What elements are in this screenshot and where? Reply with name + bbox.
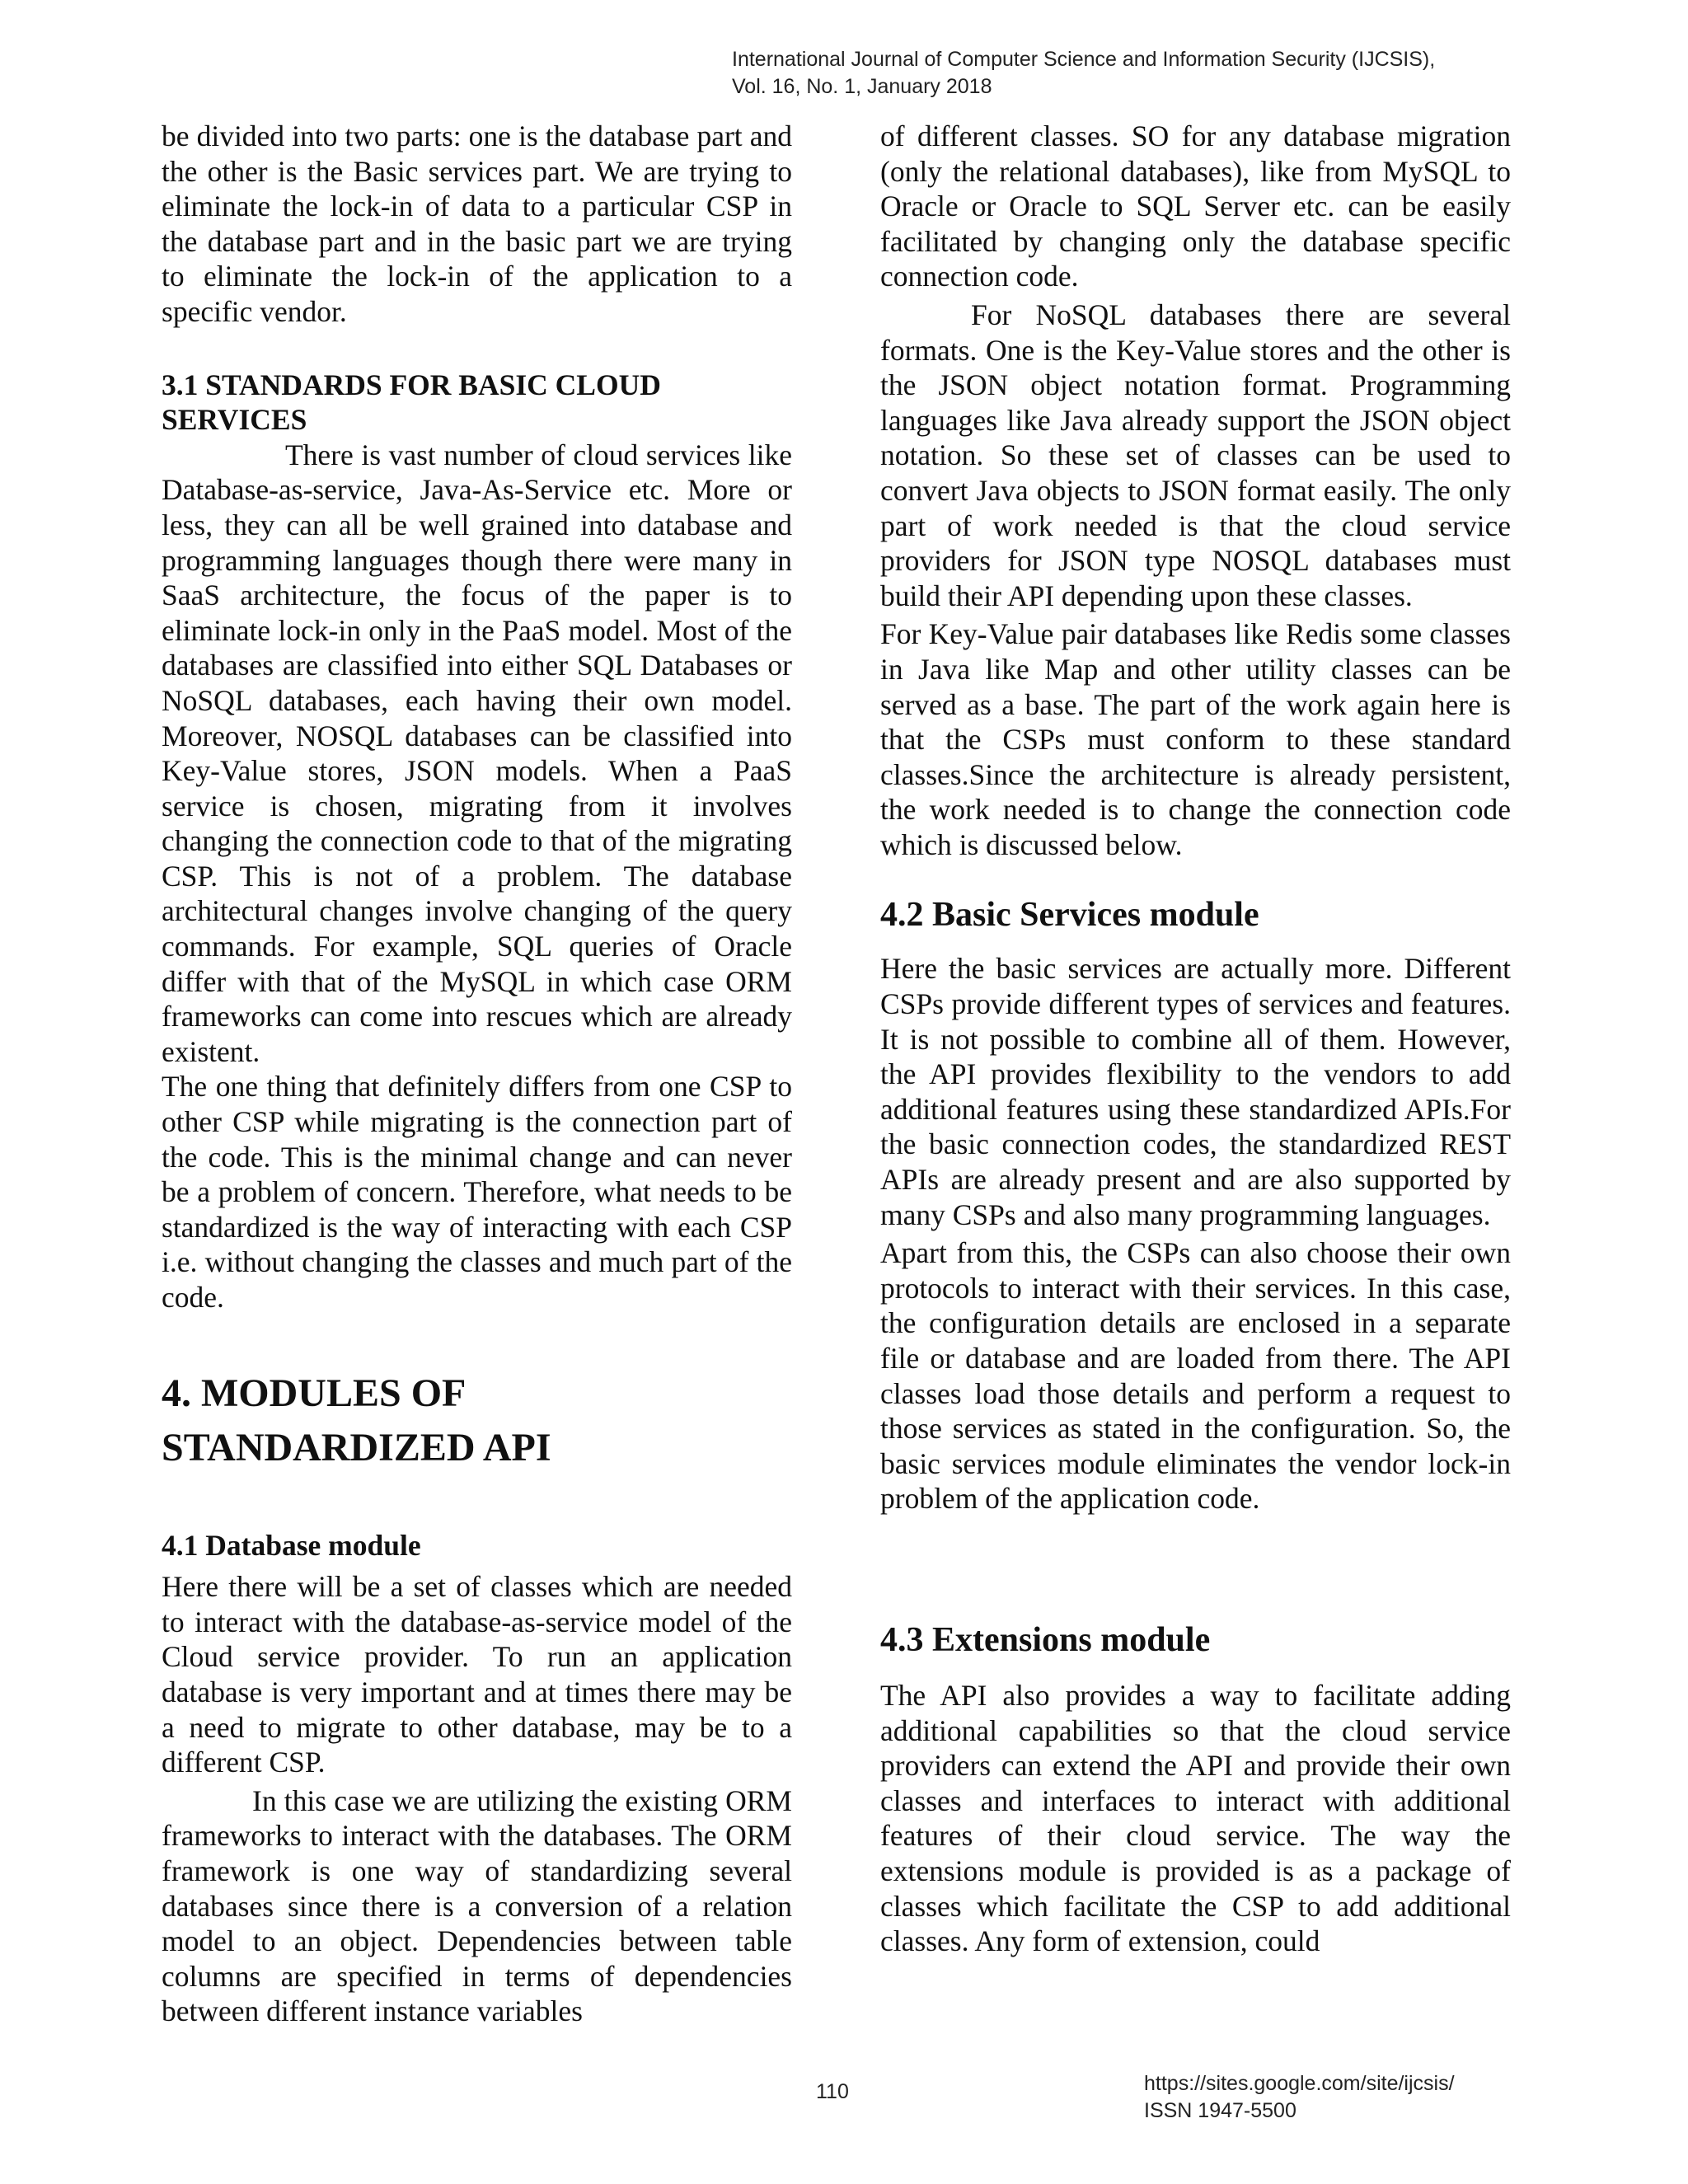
left-column: [162, 119, 792, 2029]
paragraph-4-1-a: Here there will be a set of classes which are needed to interact with the database-as-service model of the Cloud service provider. To run an application database is very important and at times there may be a need to migrate to other database, may be to a different CSP.: [162, 1570, 792, 1779]
running-header: [732, 46, 1435, 101]
paragraph-intro: be divided into two parts: one is the database part and the other is the Basic services part. We are trying to eliminate the lock-in of data to a particular CSP in the database part and in the basic part we are trying to eliminate the lock-in of the application to a specific vendor.: [162, 120, 792, 328]
section-4-1-heading: 4.1 Database module: [162, 1528, 421, 1562]
section-4-heading: 4. MODULES OF STANDARDIZED API: [162, 1371, 551, 1469]
journal-title: International Journal of Computer Science and Information Security (IJCSIS),: [732, 48, 1436, 71]
section-4-3-heading: 4.3 Extensions module: [880, 1620, 1211, 1659]
paragraph-4-2-b: Apart from this, the CSPs can also choose their own protocols to interact with their services. In this case, the configuration details are enclosed in a separate file or database and are loaded from there. The API classes load those details and perform a request to those services as stated in the configuration. So, the basic services module eliminates the vendor lock-in problem of the application code.: [880, 1236, 1511, 1516]
paragraph-3-1-a: There is vast number of cloud services like Database-as-service, Java-As-Service etc. More or less, they can all be well grained into database and programming languages though there were many in SaaS architecture, the focus of the paper is to eliminate lock-in only in the PaaS model. Most of the databases are classified into either SQL Databases or NoSQL databases, each having their own model. Moreover, NOSQL databases can be classified into Key-Value stores, JSON models. When a PaaS service is chosen, migrating from it involves changing the connection code to that of the migrating CSP. This is not of a problem. The database architectural changes involve changing of the query commands. For example, SQL queries of Oracle differ with that of the MySQL in which case ORM frameworks can come into rescues which are already existent.: [162, 438, 792, 1068]
page-number: 110: [816, 2080, 849, 2103]
section-4-2-heading: 4.2 Basic Services module: [880, 896, 1259, 935]
paragraph-4-2-a: Here the basic services are actually more. Different CSPs provide different types of services and features. It is not possible to combine all of them. However, the API provides flexibility to the vendors to add additional features using these standardized APIs.For the basic connection codes, the standardized REST APIs are already present and are also supported by many CSPs and also many programming languages.: [880, 952, 1511, 1231]
journal-url: https://sites.google.com/site/ijcsis/: [1144, 2072, 1455, 2095]
section-3-1-heading: 3.1 STANDARDS FOR BASIC CLOUD SERVICES: [162, 368, 661, 437]
paragraph-4-3: The API also provides a way to facilitate adding additional capabilities so that the cloud service providers can extend the API and provide their own classes and interfaces to interact with additional features of their cloud service. The way the extensions module is provided is as a package of classes which facilitate the CSP to add additional classes. Any form of extension, could: [880, 1678, 1511, 1958]
paragraph-3-1-b: The one thing that definitely differs from one CSP to other CSP while migrating is the connection part of the code. This is the minimal change and can never be a problem of concern. Therefore, what needs to be standardized is the way of interacting with each CSP i.e. without changing the classes and much part of the code.: [162, 1070, 792, 1314]
paragraph-nosql: For NoSQL databases there are several formats. One is the Key-Value stores and the other is the JSON object notation format. Programming languages like Java already support the JSON object notation. So these set of classes can be used to convert Java objects to JSON format easily. The only part of work needed is that the cloud service providers for JSON type NOSQL databases must build their API depending upon these classes.: [880, 298, 1511, 612]
paragraph-continued: of different classes. SO for any database migration (only the relational databases), like from MySQL to Oracle or Oracle to SQL Server etc. can be easily facilitated by changing only the database specific connection code.: [880, 120, 1511, 293]
paragraph-4-1-b: In this case we are utilizing the existing ORM frameworks to interact with the databases. The ORM framework is one way of standardizing several databases since there is a conversion of a relation model to an object. Dependencies between table columns are specified in terms of dependencies between different instance variables: [162, 1783, 792, 2028]
journal-issn: ISSN 1947-5500: [1144, 2099, 1296, 2122]
footer-info: [1144, 2070, 1455, 2125]
right-column: [880, 119, 1511, 1959]
journal-volume: Vol. 16, No. 1, January 2018: [732, 75, 992, 98]
paragraph-key-value: For Key-Value pair databases like Redis some classes in Java like Map and other utility classes can be served as a base. The part of the work again here is that the CSPs must conform to these standard classes.Since the architecture is already persistent, the work needed is to change the connection code which is discussed below.: [880, 617, 1511, 861]
